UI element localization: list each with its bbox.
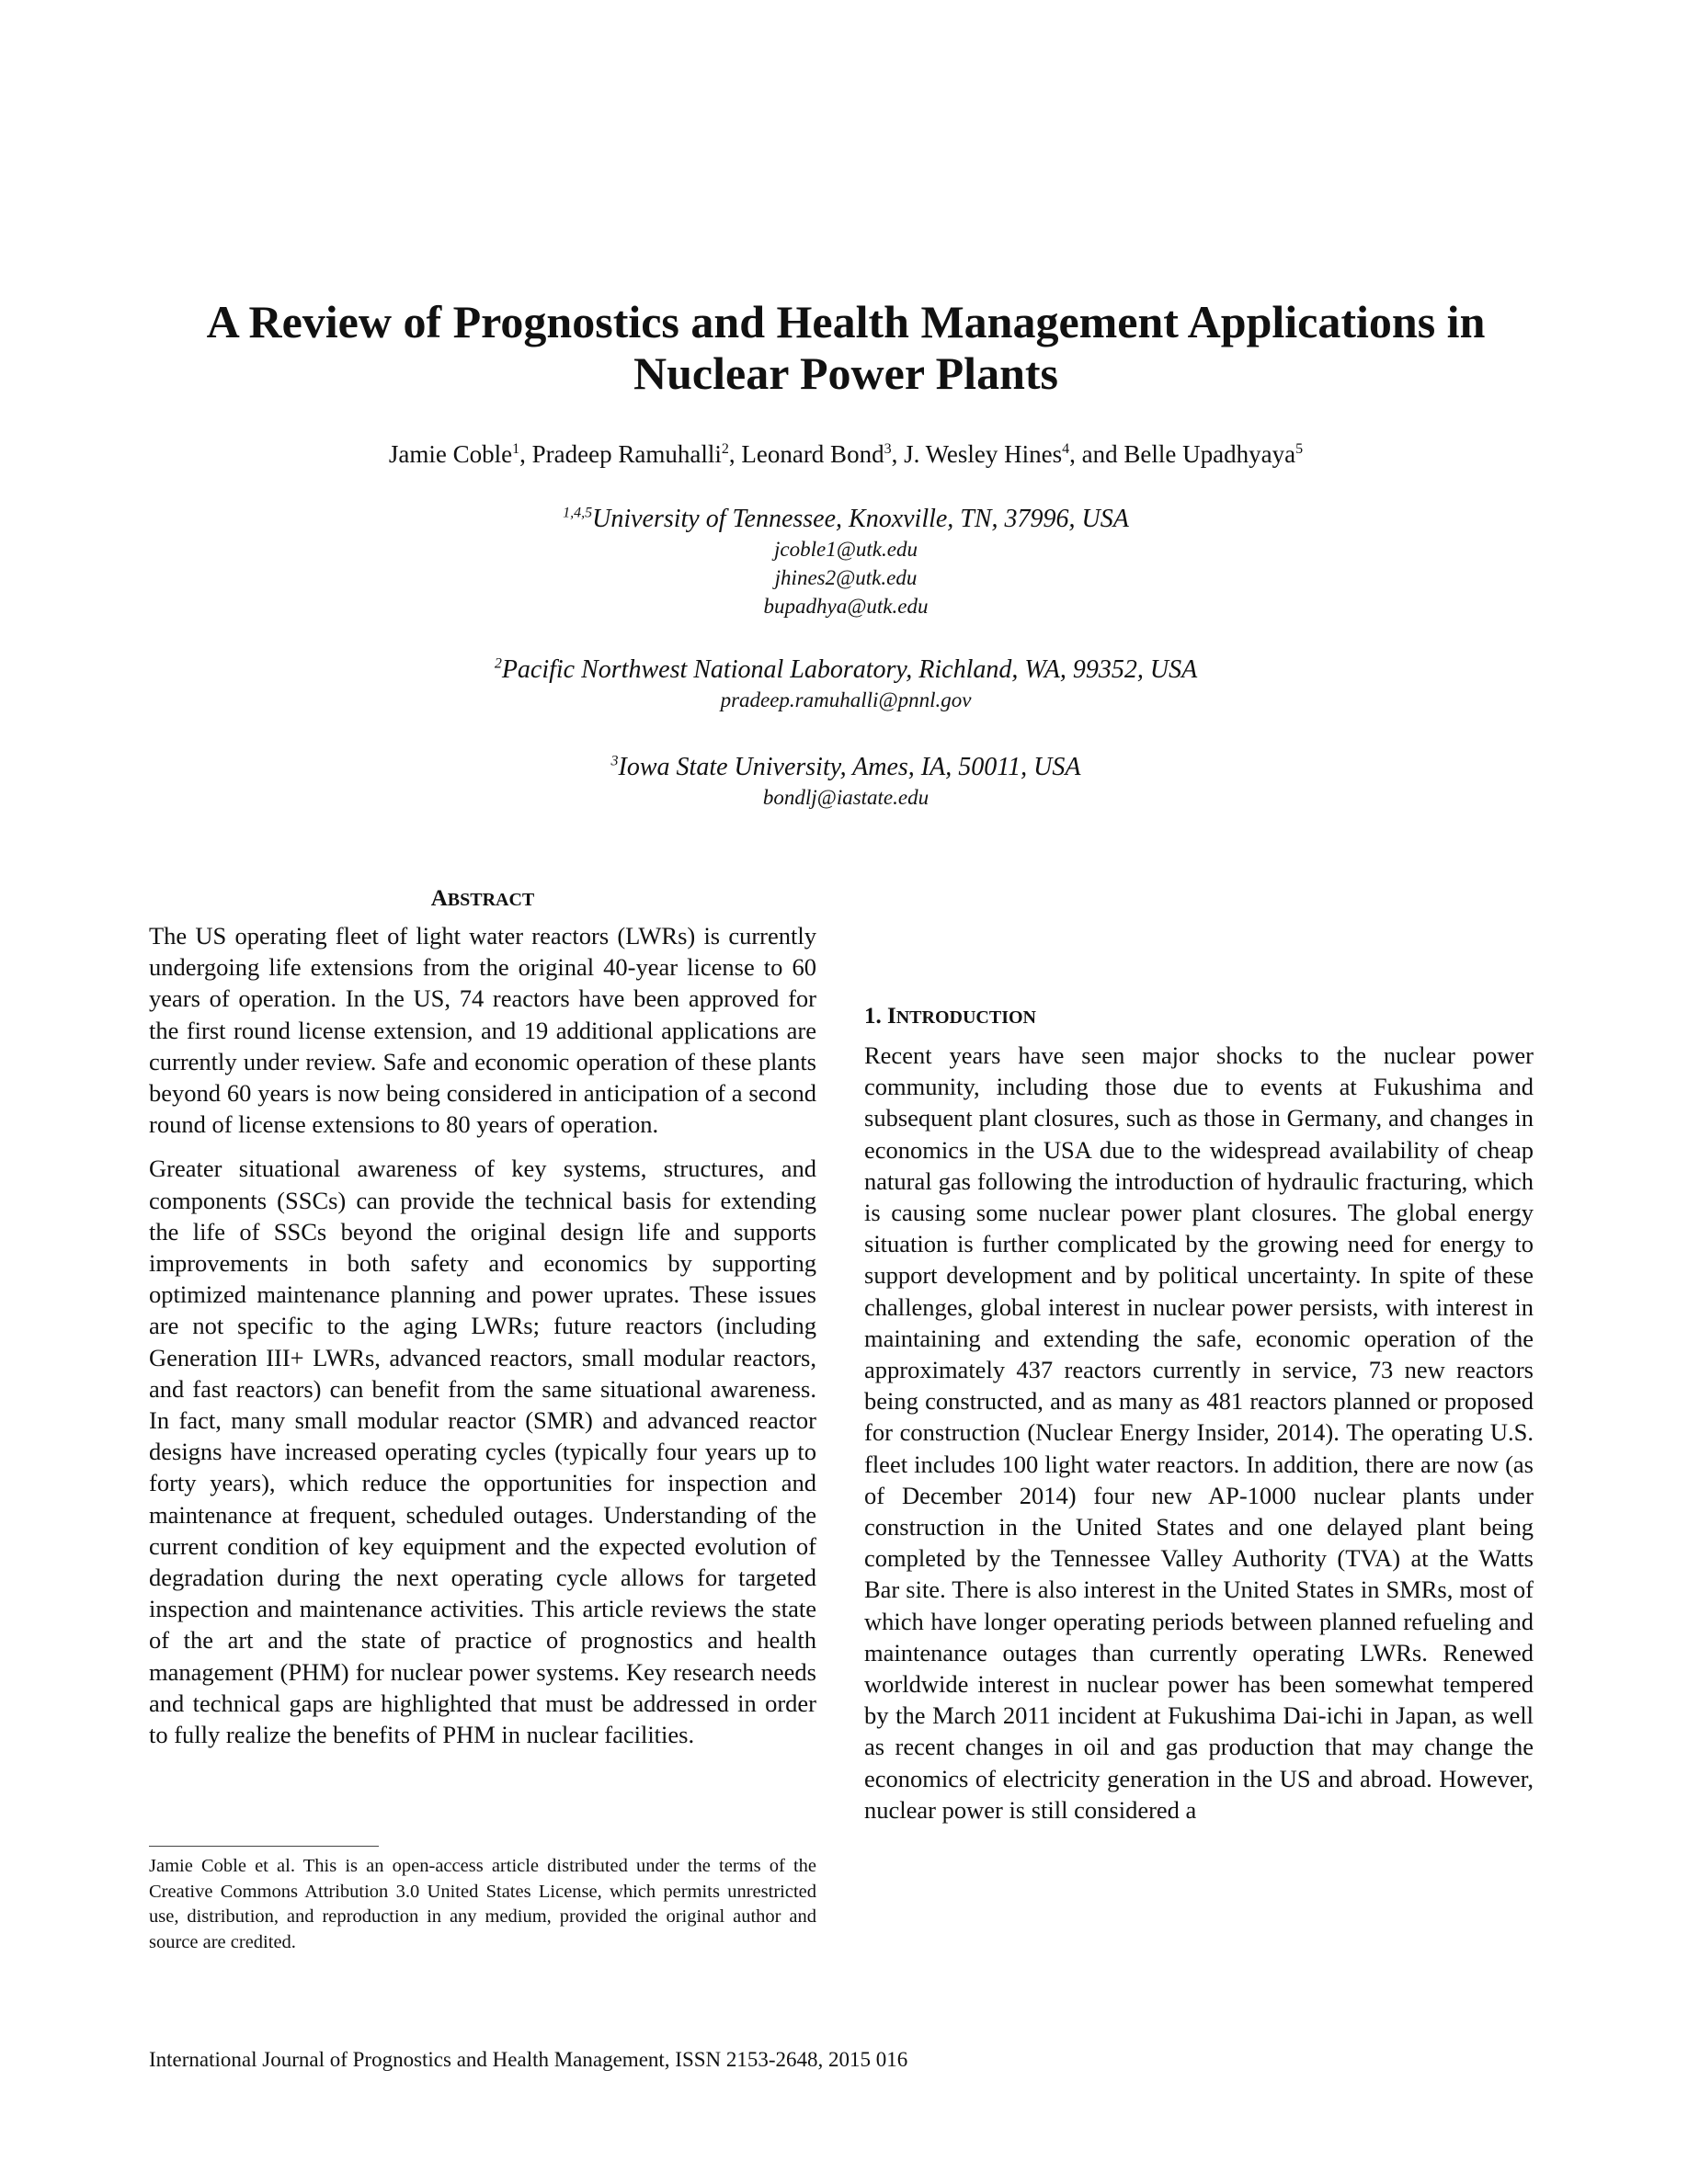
abstract-paragraph: Greater situational awareness of key systems, structures, and components (SSCs) can provide the technical basis for extending the life of SSCs beyond the original design life and supports improvements in both safety and economics by supporting optimized maintenance planning and power uprates. These issues are not specific to the aging LWRs; future reactors (including Generation III+ LWRs, advanced reactors, small modular reactors, and fast reactors) can benefit from the same situational awareness. In fact, many small modular reactor (SMR) and advanced reactor designs have increased operating cycles (typically four years up to forty years), which reduce the opportunities for inspection and maintenance at frequent, scheduled outages. Understanding of the current condition of key equipment and the expected evolution of degradation during the next operating cycle allows for targeted inspection and maintenance activities. This article reviews the state of the art and the state of practice of prognostics and health management (PHM) for nuclear power systems. Key research needs and technical gaps are highlighted that must be addressed in order to fully realize the benefits of PHM in nuclear facilities. bbox=[149, 1155, 816, 1749]
author-name: Belle Upadhyaya bbox=[1123, 440, 1296, 468]
title-line-1: A Review of Prognostics and Health Management Applications in bbox=[206, 296, 1486, 347]
affiliation-name: $^{1,4,5}$University of Tennessee, Knoxville, TN, 37996, USA bbox=[563, 505, 1129, 533]
author-name: J. Wesley Hines bbox=[904, 440, 1063, 468]
author-list bbox=[147, 438, 1545, 470]
right-column bbox=[864, 884, 1534, 1838]
author-email[interactable]: pradeep.ramuhalli@pnnl.gov bbox=[720, 688, 972, 711]
author-affiliation-marker: 2 bbox=[721, 441, 729, 457]
left-column bbox=[149, 884, 816, 1750]
abstract-heading: ABSTRACT bbox=[430, 886, 535, 911]
author-affiliation-marker: 1 bbox=[512, 441, 520, 457]
affiliation-block bbox=[147, 654, 1545, 714]
author-email[interactable]: bupadhya@utk.edu bbox=[763, 595, 929, 618]
affiliation-block bbox=[147, 752, 1545, 812]
author-email[interactable]: bondlj@iastate.edu bbox=[762, 786, 930, 809]
introduction-heading: 1. INTRODUCTION bbox=[864, 1004, 1036, 1029]
author-affiliation-marker: 5 bbox=[1295, 441, 1304, 457]
license-footnote: Jamie Coble et al. This is an open-access article distributed under the terms of the Creative Commons Attribution 3.0 United States License, which permits unrestricted use, distribution, and reproduction in any medium, provided the original author and source are credited. bbox=[149, 1856, 816, 1952]
author-email[interactable]: jhines2@utk.edu bbox=[774, 566, 918, 589]
affiliation-marker: 1,4,5 bbox=[563, 505, 593, 521]
author-affiliation-marker: 4 bbox=[1062, 441, 1070, 457]
footnote-divider bbox=[149, 1846, 379, 1847]
introduction-paragraph: Recent years have seen major shocks to the nuclear power community, including those due to events at Fukushima and subsequent plant closures, such as those in Germany, and changes in economics in the USA due to the widespread availability of cheap natural gas following the introduction of hydraulic fracturing, which is causing some nuclear power plant closures. The global energy situation is further complicated by the growing need for energy to support development and by political uncertainty. In spite of these challenges, global interest in nuclear power persists, with interest in maintaining and extending the safe, economic operation of the approximately 437 reactors currently in service, 73 new reactors being constructed, and as many as 481 reactors planned or proposed for construction (Nuclear Energy Insider, 2014). The operating U.S. fleet includes 100 light water reactors. In addition, there are now (as of December 2014) four new AP-1000 nuclear plants under construction in the United States and one delayed plant being completed by the Tennessee Valley Authority (TVA) at the Watts Bar site. There is also interest in the United States in SMRs, most of which have longer operating periods between planned refueling and maintenance outages than currently operating LWRs. Renewed worldwide interest in nuclear power has been somewhat tempered by the March 2011 incident at Fukushima Dai-ichi in Japan, as well as recent changes in oil and gas production that may change the economics of electricity generation in the US and abroad. However, nuclear power is still considered a bbox=[864, 1041, 1534, 1824]
author-separator: , bbox=[519, 440, 532, 468]
author-separator: , and bbox=[1069, 440, 1124, 468]
affiliation-name: $^2$Pacific Northwest National Laboratory, Richland, WA, 99352, USA bbox=[494, 655, 1198, 684]
author-name: Jamie Coble bbox=[388, 440, 513, 468]
author-email[interactable]: jcoble1@utk.edu bbox=[774, 538, 918, 561]
author-separator: , bbox=[728, 440, 742, 468]
right-column-overflow bbox=[864, 884, 1534, 1002]
author-name: Pradeep Ramuhalli bbox=[531, 440, 722, 468]
affiliation-name: $^3$Iowa State University, Ames, IA, 50011, USA bbox=[610, 753, 1081, 781]
abstract-paragraph: The US operating fleet of light water reactors (LWRs) is currently undergoing life extensions from the original 40-year license to 60 years of operation. In the US, 74 reactors have been approved for the first round license extension, and 19 additional applications are currently under review. Safe and economic operation of these plants beyond 60 years is now being considered in anticipation of a second round of license extensions to 80 years of operation. bbox=[149, 922, 816, 1139]
affiliation-marker: 2 bbox=[494, 655, 502, 672]
title-line-2: Nuclear Power Plants bbox=[633, 347, 1058, 399]
affiliation-block bbox=[147, 504, 1545, 620]
author-affiliation-marker: 3 bbox=[884, 441, 892, 457]
running-footer: International Journal of Prognostics and Health Management, ISSN 2153-2648, 2015 016 bbox=[149, 2048, 908, 2071]
affiliation-marker: 3 bbox=[610, 753, 619, 769]
paper-title bbox=[147, 296, 1545, 399]
author-name: Leonard Bond bbox=[741, 440, 884, 468]
author-separator: , bbox=[891, 440, 905, 468]
